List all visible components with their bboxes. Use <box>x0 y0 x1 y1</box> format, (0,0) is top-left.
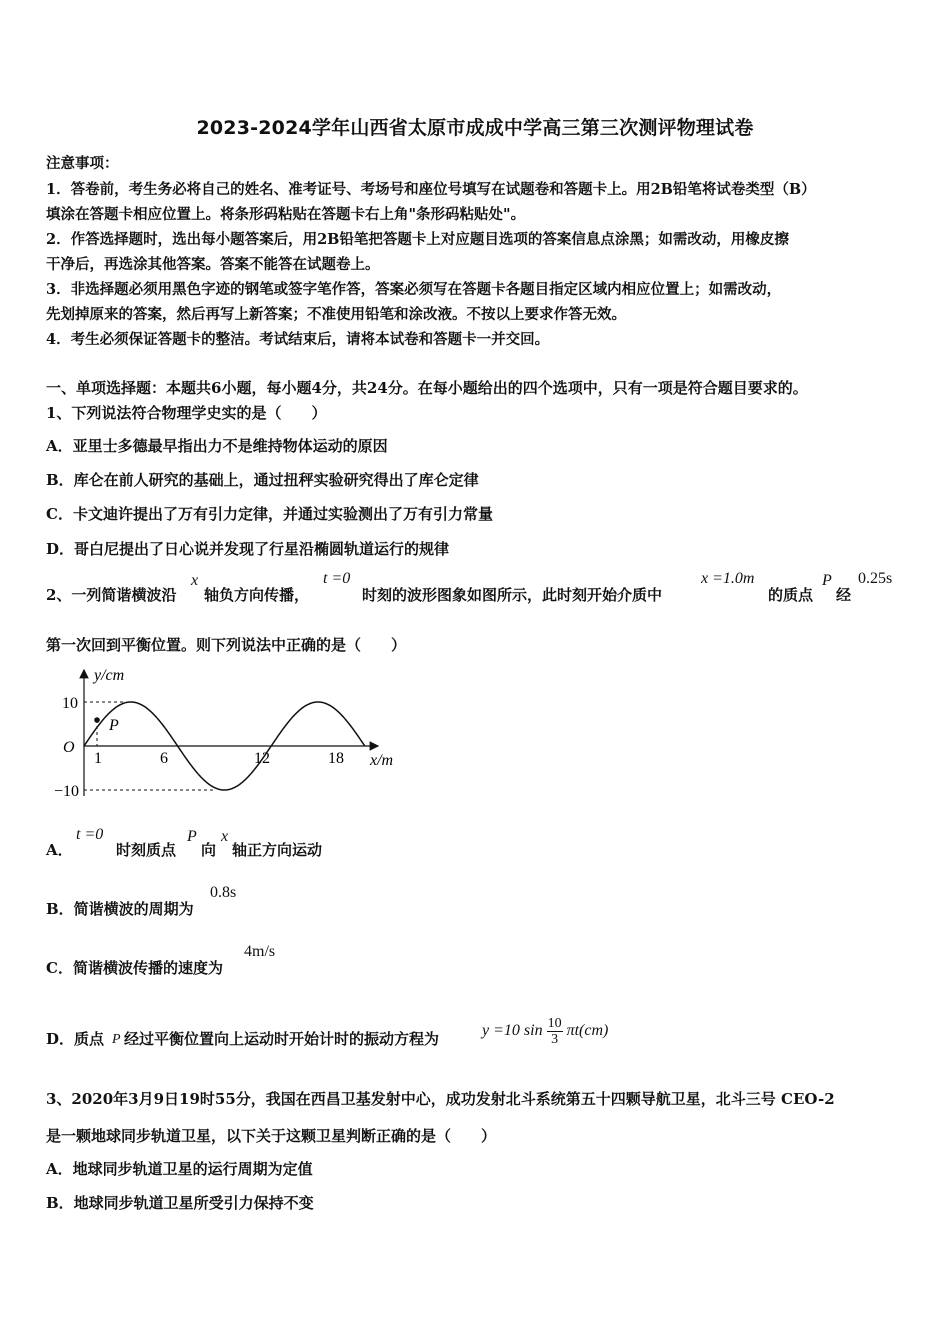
question-2-stem-part: 轴负方向传播， <box>204 586 310 604</box>
question-1-stem: 1、下列说法符合物理学史实的是（ ） <box>46 404 327 422</box>
question-2-stem-part: 的质点 <box>768 586 814 604</box>
origin-label: O <box>63 739 75 756</box>
question-3-stem-line1: 3、2020年3月9日19时55分，我国在西昌卫基发射中心，成功发射北斗系统第五十四颗导航卫星，北斗三号 CEO-2 <box>46 1090 835 1108</box>
question-1-option-c[interactable]: C．卡文迪许提出了万有引力定律，并通过实验测出了万有引力常量 <box>46 505 493 523</box>
notice-line: 先划掉原来的答案，然后再写上新答案；不准使用铅笔和涂改液。不按以上要求作答无效。 <box>46 306 626 323</box>
question-1-option-a[interactable]: A．亚里士多德最早指出力不是维持物体运动的原因 <box>46 437 388 455</box>
question-3-option-a[interactable]: A．地球同步轨道卫星的运行周期为定值 <box>46 1160 313 1178</box>
fraction-ten-thirds: $\frac{10}{3}$ <box>547 1016 562 1047</box>
math-time: 0.25s <box>858 570 893 587</box>
math-x-position: x =1.0m <box>701 570 755 587</box>
notice-line: 填涂在答题卡相应位置上。将条形码粘贴在答题卡右上角"条形码粘贴处"。 <box>46 206 526 223</box>
x-tick-label: 6 <box>160 750 168 767</box>
notice-line: 1．答卷前，考生务必将自己的姓名、准考证号、考场号和座位号填写在试题卷和答题卡上。用2B铅笔将试卷类型（B） <box>46 181 816 198</box>
wave-graph <box>46 664 416 804</box>
question-2-stem-part: 经 <box>836 586 852 604</box>
notice-line: 2．作答选择题时，选出每小题答案后，用2B铅笔把答题卡上对应题目选项的答案信息点涂黑；如需改动，用橡皮擦 <box>46 231 789 248</box>
notice-line: 干净后，再选涂其他答案。答案不能答在试题卷上。 <box>46 256 380 273</box>
x-tick-label: 12 <box>254 750 270 767</box>
point-p-marker <box>94 717 100 723</box>
question-3-stem-line2: 是一颗地球同步轨道卫星，以下关于这颗卫星判断正确的是（ ） <box>46 1127 497 1145</box>
math-p: P <box>822 572 832 589</box>
question-3-option-b[interactable]: B．地球同步轨道卫星所受引力保持不变 <box>46 1194 314 1212</box>
question-2-option-d[interactable]: D．质点 P 经过平衡位置向上运动时开始计时的振动方程为 y =10 sin $\frac{10}{3}$ πt(cm) <box>46 1016 609 1048</box>
y-tick-label: 10 <box>62 695 78 712</box>
question-1-option-d[interactable]: D．哥白尼提出了日心说并发现了行星沿椭圆轨道运行的规律 <box>46 540 450 558</box>
question-2-stem-line2: 第一次回到平衡位置。则下列说法中正确的是（ ） <box>46 636 407 654</box>
math-t-zero: t =0 <box>323 570 351 587</box>
page-title: 2023-2024学年山西省太原市成成中学高三第三次测评物理试卷 <box>196 117 754 139</box>
notice-line: 4．考生必须保证答题卡的整洁。考试结束后，请将本试卷和答题卡一并交回。 <box>46 331 550 348</box>
y-tick-label: −10 <box>54 783 80 800</box>
x-tick-label: 1 <box>94 750 102 767</box>
point-p-label: P <box>109 717 119 734</box>
math-x: x <box>191 572 199 589</box>
y-axis-label: y/cm <box>94 667 125 684</box>
section-heading: 一、单项选择题：本题共6小题，每小题4分，共24分。在每小题给出的四个选项中，只有一项是符合题目要求的。 <box>46 379 808 397</box>
x-axis-label: x/m <box>370 752 394 769</box>
notice-line: 3．非选择题必须用黑色字迹的钢笔或签字笔作答，答案必须写在答题卡各题目指定区域内相应位置上；如需改动， <box>46 281 782 298</box>
notice-heading: 注意事项： <box>46 155 119 172</box>
x-tick-label: 18 <box>328 750 344 767</box>
question-2-stem-part: 2、一列简谐横波沿 <box>46 586 177 604</box>
question-2-stem-part: 时刻的波形图象如图所示，此时刻开始介质中 <box>362 586 663 604</box>
question-1-option-b[interactable]: B．库仑在前人研究的基础上，通过扭秤实验研究得出了库仑定律 <box>46 471 479 489</box>
